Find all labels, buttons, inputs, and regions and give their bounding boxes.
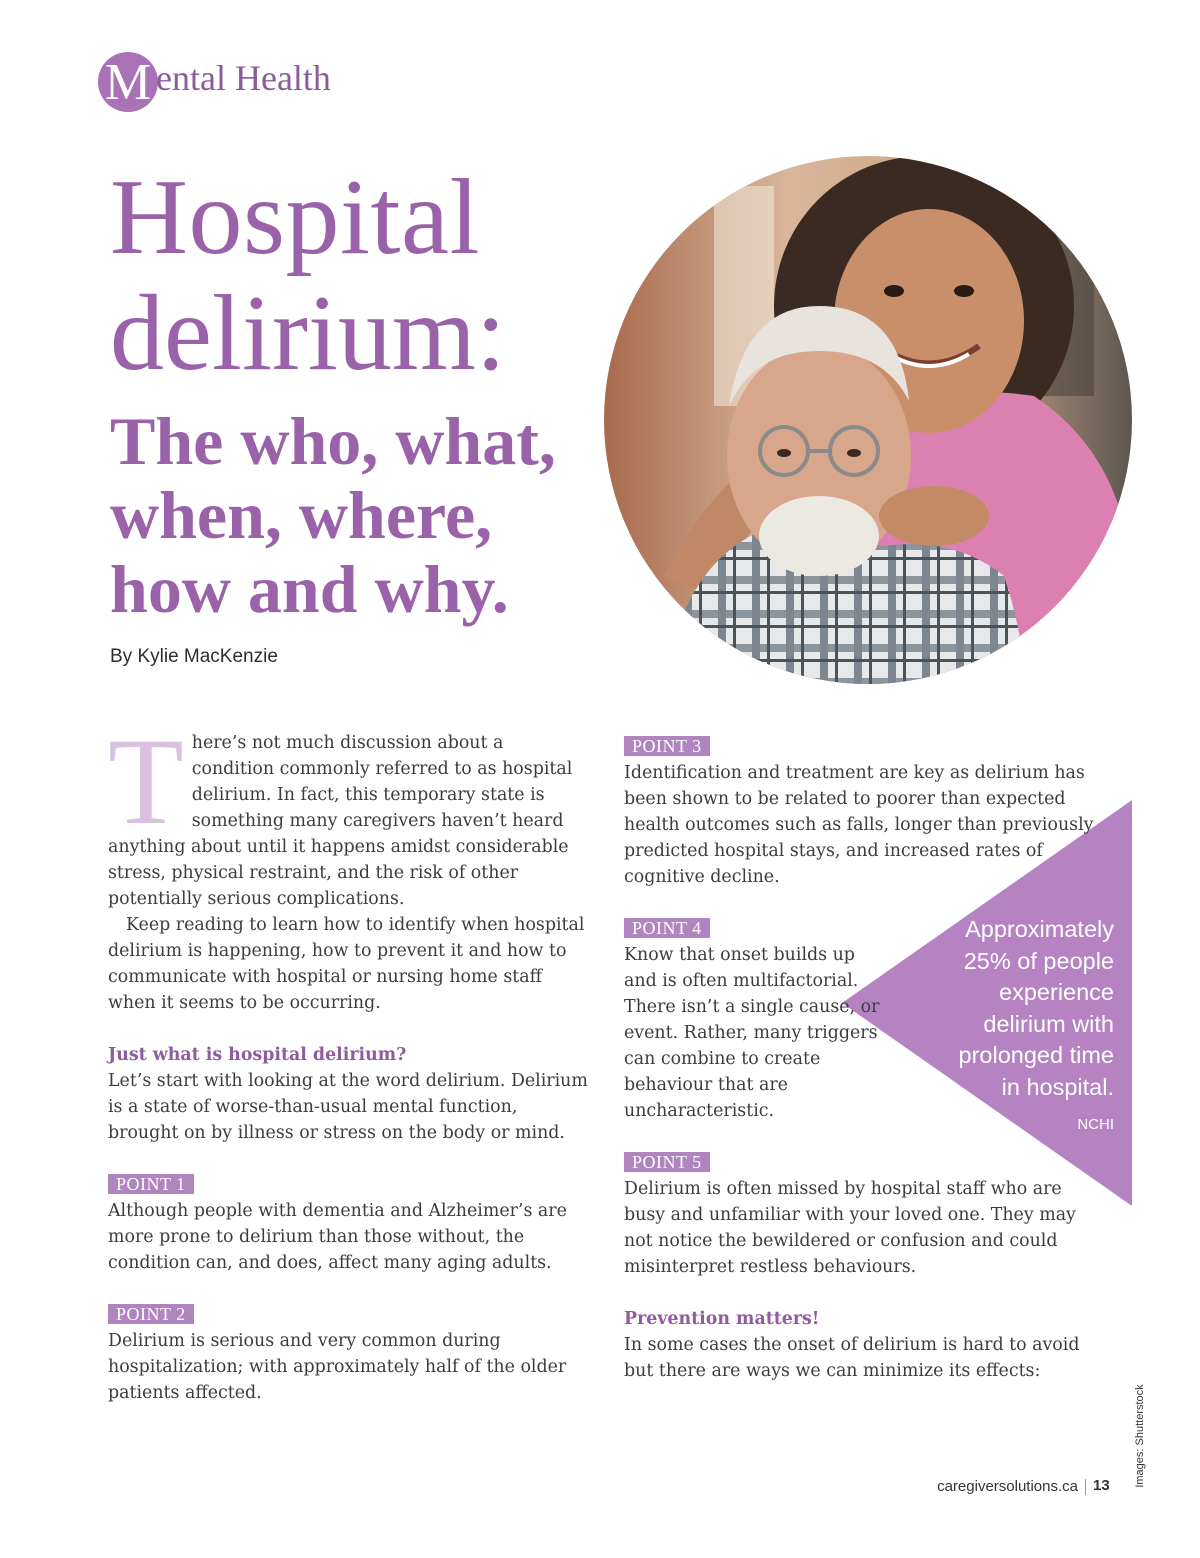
point-5 bbox=[624, 1150, 1108, 1280]
callout-line: in hospital. bbox=[1001, 1073, 1114, 1100]
point-label: POINT 2 bbox=[108, 1304, 194, 1324]
intro-paragraph-2: Keep reading to learn how to identify when hospital delirium is happening, how to prevent it and how to communicate with hospital or nursing home staff when it seems to be occurring. bbox=[108, 915, 585, 1013]
footer-website: caregiversolutions.ca bbox=[937, 1478, 1078, 1495]
point-label: POINT 3 bbox=[624, 736, 710, 756]
point-text: Delirium is often missed by hospital staff who are busy and unfamiliar with your loved one. They may not notice the bewildered or confusion and could misinterpret restless behaviours. bbox=[624, 1179, 1076, 1277]
section-heading-prevention: Prevention matters! bbox=[624, 1309, 820, 1329]
point-label: POINT 4 bbox=[624, 918, 710, 938]
section-title: ental Health bbox=[156, 58, 331, 98]
drop-cap: T bbox=[108, 713, 184, 850]
intro-paragraph-1 bbox=[108, 713, 590, 912]
callout-line: experience bbox=[999, 979, 1114, 1005]
point-text: Delirium is serious and very common during hospitalization; with approximately half of the older patients affected. bbox=[108, 1331, 567, 1403]
footer-divider bbox=[1085, 1479, 1086, 1495]
callout-line: delirium with bbox=[983, 1010, 1114, 1037]
intro-paragraph-1-text: here’s not much discussion about a condition commonly referred to as hospital delirium. In fact, this temporary state is something many caregivers haven’t heard anything about until it happens amidst considerable stress, physical restraint, and the risk of other potentially serious complications. bbox=[108, 733, 573, 909]
article-title-line-1: Hospital bbox=[110, 158, 480, 277]
point-4 bbox=[624, 916, 1108, 1124]
point-label: POINT 1 bbox=[108, 1174, 194, 1194]
page-number: 13 bbox=[1093, 1477, 1110, 1494]
callout-line: Approximately bbox=[965, 916, 1114, 942]
article-column-left bbox=[108, 713, 590, 1406]
callout-line: 25% of people bbox=[963, 947, 1114, 974]
callout-line: prolonged time bbox=[958, 1042, 1114, 1068]
point-text: Identification and treatment are key as delirium has been shown to be related to poorer than expected health outcomes such as falls, longer than previously predicted hospital stays, and increased rates of cognitive decline. bbox=[624, 763, 1094, 887]
elderly-man-and-caregiver-photo bbox=[604, 156, 1132, 684]
section-heading-what: Just what is hospital delirium? bbox=[108, 1045, 407, 1065]
callout-source: NCHI bbox=[1077, 1116, 1114, 1133]
point-text: Although people with dementia and Alzheimer’s are more prone to delirium than those without, the condition can, and does, affect many aging adults. bbox=[108, 1201, 567, 1273]
prevention-text: In some cases the onset of delirium is hard to avoid but there are ways we can minimize its effects: bbox=[624, 1335, 1080, 1381]
subtitle-line: The who, what, bbox=[110, 403, 556, 479]
point-text: Know that onset builds up and is often multifactorial. There isn’t a single cause, or event. Rather, many triggers can combine to create behaviour that are uncharacteristic. bbox=[624, 945, 880, 1121]
article-column-right bbox=[624, 734, 1108, 1384]
byline: By Kylie MacKenzie bbox=[110, 646, 278, 667]
point-2 bbox=[108, 1302, 590, 1406]
point-1 bbox=[108, 1172, 590, 1276]
point-3 bbox=[624, 734, 1108, 890]
section-what-text: Let’s start with looking at the word delirium. Delirium is a state of worse-than-usual mental function, brought on by illness or stress on the body or mind. bbox=[108, 1071, 588, 1143]
image-credit: Images: Shutterstock bbox=[1134, 1384, 1146, 1488]
article-title-line-2: delirium: bbox=[110, 274, 506, 393]
section-initial-letter: M bbox=[104, 54, 152, 111]
subtitle-line: how and why. bbox=[110, 551, 509, 627]
subtitle-line: when, where, bbox=[110, 477, 493, 553]
article-subtitle bbox=[110, 404, 556, 626]
point-label: POINT 5 bbox=[624, 1152, 710, 1172]
